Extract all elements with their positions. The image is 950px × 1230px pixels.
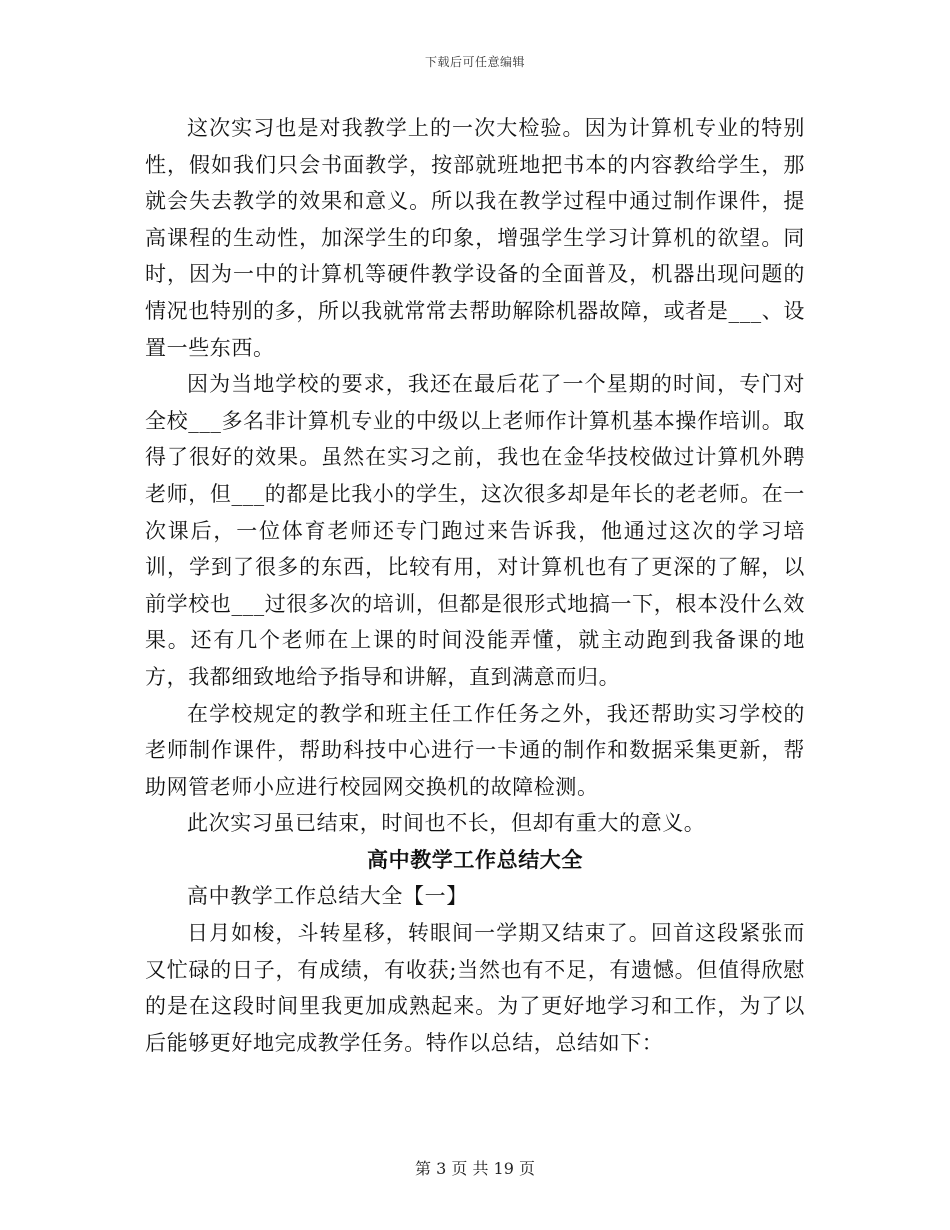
paragraph-semester-summary: 日月如梭，斗转星移，转眼间一学期又结束了。回首这段紧张而又忙碌的日子，有成绩，有收获;当然也有不足，有遗憾。但值得欣慰的是在这段时间里我更加成熟起来。为了更好地学习和工作，为了以后能够更好地完成教学任务。特作以总结，总结如下：: [145, 921, 805, 1055]
page-header-note: 下载后可任意编辑: [424, 55, 525, 69]
paragraph-internship-teaching: 这次实习也是对我教学上的一次大检验。因为计算机专业的特别性，假如我们只会书面教学，按部就班地把书本的内容教给学生，那就会失去教学的效果和意义。所以我在教学过程中通过制作课件，提高课程的生动性，加深学生的印象，增强学生学习计算机的欲望。同时，因为一中的计算机等硬件教学设备的全面普及，机器出现问题的情况也特别的多，所以我就常常去帮助解除机器故障，或者是___、设置一些东西。: [145, 116, 805, 360]
subsection-title: 高中教学工作总结大全【一】: [187, 884, 468, 909]
section-title: 高中教学工作总结大全: [367, 846, 583, 872]
paragraph-internship-conclusion: 此次实习虽已结束，时间也不长，但却有重大的意义。: [187, 811, 706, 836]
page-number-footer: 第 3 页 共 19 页: [415, 1159, 535, 1178]
paragraph-extra-duties: 在学校规定的教学和班主任工作任务之外，我还帮助实习学校的老师制作课件，帮助科技中心进行一卡通的制作和数据采集更新，帮助网管老师小应进行校园网交换机的故障检测。: [145, 701, 805, 799]
paragraph-teacher-training: 因为当地学校的要求，我还在最后花了一个星期的时间，专门对全校___多名非计算机专业的中级以上老师作计算机基本操作培训。取得了很好的效果。虽然在实习之前，我也在金华技校做过计算机外聘老师，但___的都是比我小的学生，这次很多却是年长的老老师。在一次课后，一位体育老师还专门跑过来告诉我，他通过这次的学习培训，学到了很多的东西，比较有用，对计算机也有了更深的了解，以前学校也___过很多次的培训，但都是很形式地搞一下，根本没什么效果。还有几个老师在上课的时间没能弄懂，就主动跑到我备课的地方，我都细致地给予指导和讲解，直到满意而归。: [145, 372, 805, 689]
document-body: [145, 110, 805, 1061]
